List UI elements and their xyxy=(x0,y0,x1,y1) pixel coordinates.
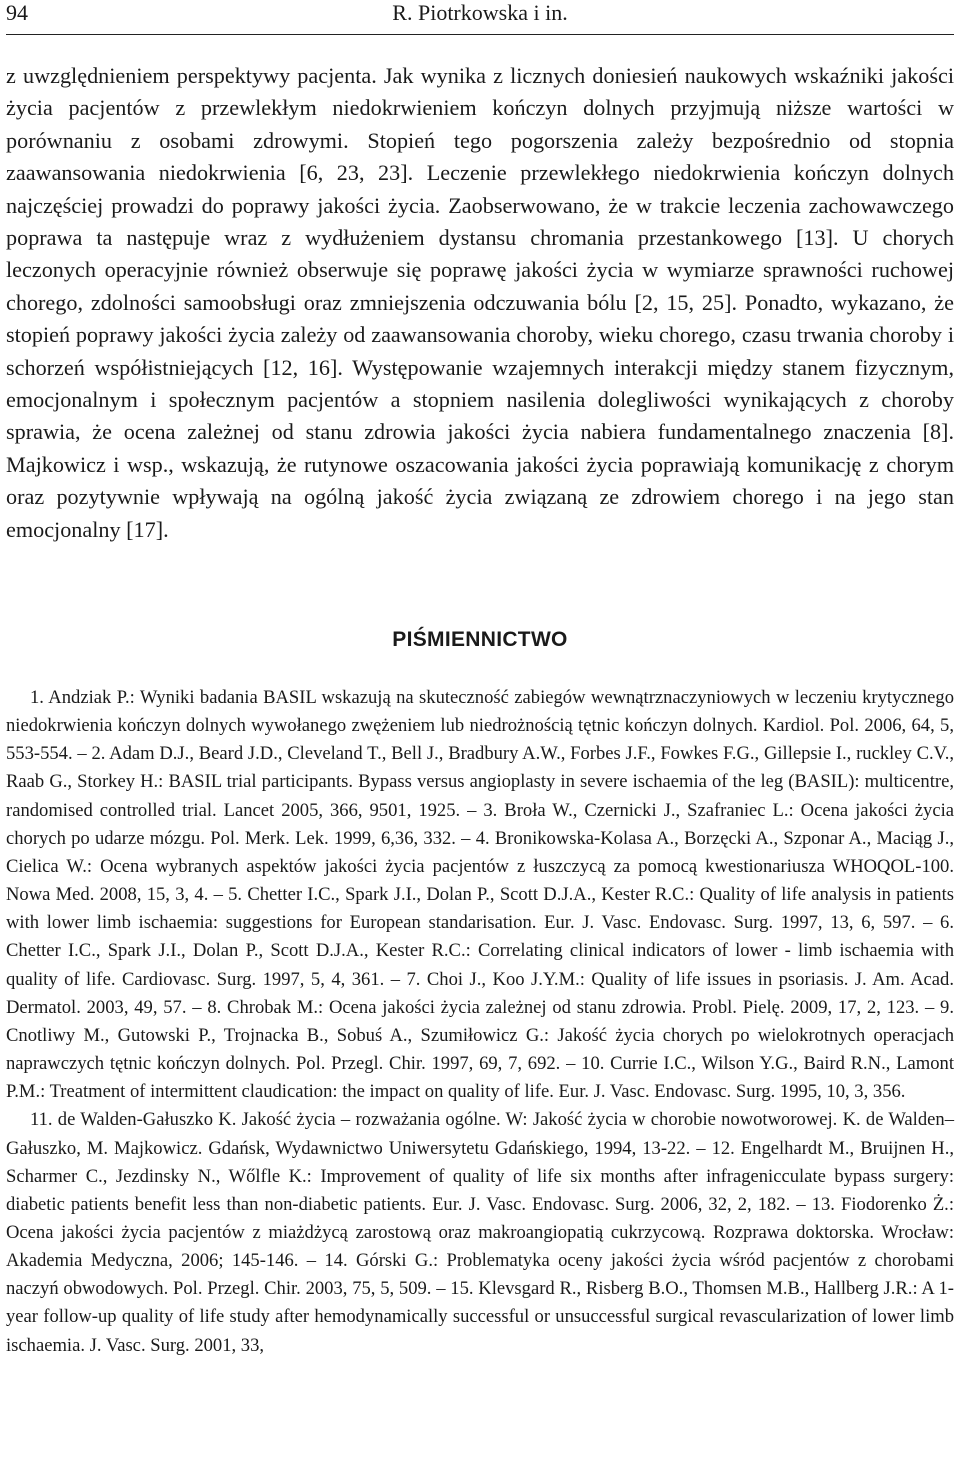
running-head: R. Piotrkowska i in. xyxy=(392,0,568,25)
references-list xyxy=(6,684,954,1360)
page-number: 94 xyxy=(6,0,28,25)
body-paragraph: z uwzględnieniem perspektywy pacjenta. Jak wynika z licznych doniesień naukowych wskaźniki jakości życia pacjentów z przewlekłym niedokrwieniem kończyn dolnych przyjmują niższe wartości w porównaniu z osobami zdrowymi. Stopień tego pogorszenia zależy bezpośrednio od stopnia zaawansowania niedokrwienia [6, 23, 23]. Leczenie przewlekłego niedokrwienia kończyn dolnych najczęściej prowadzi do poprawy jakości życia. Zaobserwowano, że w trakcie leczenia zachowawczego poprawa ta następuje wraz z wydłużeniem dystansu chromania przestankowego [13]. U chorych leczonych operacyjnie również obserwuje się poprawę jakości życia w wymiarze sprawności ruchowej chorego, zdolności samoobsługi oraz zmniejszenia odczuwania bólu [2, 15, 25]. Ponadto, wykazano, że stopień poprawy jakości życia zależy od zaawansowania choroby, wieku chorego, czasu trwania choroby i schorzeń współistniejących [12, 16]. Występowanie wzajemnych interakcji między stanem fizycznym, emocjonalnym i społecznym pacjentów a stopniem nasilenia dolegliwości wynikających z choroby sprawia, że ocena zależnej od stanu zdrowia jakości życia nabiera fundamentalnego znaczenia [8]. Majkowicz i wsp., wskazują, że rutynowe oszacowania jakości życia poprawiają komunikację z chorym oraz pozytywnie wpływają na ogólną jakość życia związaną ze zdrowiem chorego i na jego stan emocjonalny [17]. xyxy=(6,63,954,542)
references-block-1: 1. Andziak P.: Wyniki badania BASIL wskazują na skuteczność zabiegów wewnątrznaczyniowych w leczeniu krytycznego niedokrwienia kończyn dolnych wywołanego zwężeniem lub niedrożnością tętnic kończyn dolnych. Kardiol. Pol. 2006, 64, 5, 553-554. – 2. Adam D.J., Beard J.D., Cleveland T., Bell J., Bradbury A.W., Forbes J.F., Fowkes F.G., Gillepsie I., ruckley C.V., Raab G., Storkey H.: BASIL trial participants. Bypass versus angioplasty in severe ischaemia of the leg (BASIL): multicentre, randomised controlled trial. Lancet 2005, 366, 9501, 1925. – 3. Broła W., Czernicki J., Szafraniec L.: Ocena jakości życia chorych po udarze mózgu. Pol. Merk. Lek. 1999, 6,36, 332. – 4. Bronikowska-Kolasa A., Borzęcki A., Szponar A., Maciąg J., Cielica W.: Ocena wybranych aspektów jakości życia pacjentów z łuszczycą za pomocą kwestionariusza WHOQOL-100. Nowa Med. 2008, 15, 3, 4. – 5. Chetter I.C., Spark J.I., Dolan P., Scott D.J.A., Kester R.C.: Quality of life analysis in patients with lower limb ischaemia: suggestions for European standarisation. Eur. J. Vasc. Endovasc. Surg. 1997, 13, 6, 597. – 6. Chetter I.C., Spark J.I., Dolan P., Scott D.J.A., Kester R.C.: Correlating clinical indicators of lower - limb ischaemia with quality of life. Cardiovasc. Surg. 1997, 5, 4, 361. – 7. Choi J., Koo J.Y.M.: Quality of life issues in psoriasis. J. Am. Acad. Dermatol. 2003, 49, 57. – 8. Chrobak M.: Ocena jakości życia zależnej od stanu zdrowia. Probl. Pielę. 2009, 17, 2, 123. – 9. Cnotliwy M., Gutowski P., Trojnacka B., Sobuś A., Szumiłowicz G.: Jakość życia chorych po wielokrotnych operacjach naprawczych tętnic kończyn dolnych. Pol. Przegl. Chir. 1997, 69, 7, 692. – 10. Currie I.C., Wilson Y.G., Baird R.N., Lamont P.M.: Treatment of intermittent claudication: the impact on quality of life. Eur. J. Vasc. Endovasc. Surg. 1995, 10, 3, 356. xyxy=(6,687,954,1103)
references-block-2: 11. de Walden-Gałuszko K. Jakość życia – rozważania ogólne. W: Jakość życia w chorobie nowotworowej. K. de Walden– Gałuszko, M. Majkowicz. Gdańsk, Wydawnictwo Uniwersytetu Gdańskiego, 1994, 13-22. – 12. Engelhardt M., Bruijnen H., Scharmer C., Jezdinsky N., Wőlfle K.: Improvement of quality of life six months after infragenicculate bypass surgery: diabetic patients benefit less than non-diabetic patients. Eur. J. Vasc. Endovasc. Surg. 2006, 32, 2, 182. – 13. Fiodorenko Ż.: Ocena jakości życia pacjentów z miażdżycą zarostową oraz makroangiopatią cukrzycową. Rozprawa doktorska. Wrocław: Akademia Medyczna, 2006; 145-146. – 14. Górski G.: Problematyka oceny jakości życia wśród pacjentów z chorobami naczyń obwodowych. Pol. Przegl. Chir. 2003, 75, 5, 509. – 15. Klevsgard R., Risberg B.O., Thomsen M.B., Hallberg J.R.: A 1- year follow-up quality of life study after hemodynamically successful or unsuccessful surgical revascularization of lower limb ischaemia. J. Vasc. Surg. 2001, 33, xyxy=(6,1109,954,1356)
page-header xyxy=(6,0,954,35)
references-heading: PIŚMIENNICTWO xyxy=(392,628,568,651)
